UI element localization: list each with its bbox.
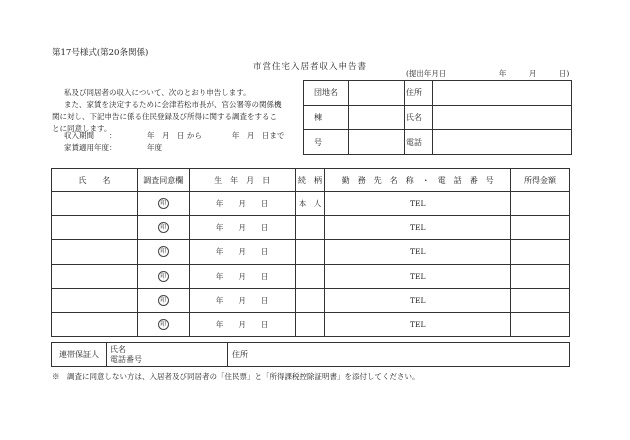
- guarantor-label: 連帯保証人: [52, 343, 107, 367]
- guarantor-table: [51, 342, 570, 367]
- consent-cell[interactable]: [137, 240, 189, 264]
- seal-icon: 印: [158, 271, 169, 282]
- intro-line-3: 関に対し、下記申告に係る住民登録及び所得に関する調査をするこ: [52, 112, 277, 121]
- workplace-cell[interactable]: TEL: [325, 312, 511, 336]
- workplace-cell[interactable]: TEL: [325, 216, 511, 240]
- seal-icon: 印: [158, 246, 169, 257]
- table-row: [52, 240, 570, 264]
- consent-cell[interactable]: [137, 264, 189, 288]
- consent-cell[interactable]: [137, 312, 189, 336]
- income-cell[interactable]: [511, 312, 570, 336]
- birthdate-cell[interactable]: 年 月 日: [189, 216, 295, 240]
- birthdate-cell[interactable]: 年 月 日: [189, 192, 295, 216]
- room-label: 号: [304, 130, 349, 155]
- building-label: 棟: [304, 105, 349, 130]
- income-cell[interactable]: [511, 240, 570, 264]
- form-number: 第17号様式(第20条関係): [52, 48, 149, 58]
- income-cell[interactable]: [511, 216, 570, 240]
- danchi-field[interactable]: [349, 81, 405, 106]
- income-period-value: 年 月 日 から 年 月 日まで: [147, 131, 285, 140]
- address-label: 住所: [405, 81, 433, 106]
- relation-cell[interactable]: [295, 240, 325, 264]
- table-row: [52, 312, 570, 336]
- guarantor-phone-label: 電話番号: [110, 354, 142, 364]
- rent-year-value: 年度: [147, 143, 162, 152]
- workplace-cell[interactable]: TEL: [325, 288, 511, 312]
- member-name-cell[interactable]: [52, 288, 138, 312]
- phone-label: 電話: [405, 130, 433, 155]
- intro-line-2: また、家賃を決定するために会津若松市長が、官公署等の関係機: [64, 100, 282, 109]
- relation-cell[interactable]: [295, 216, 325, 240]
- table-row: [52, 192, 570, 216]
- intro-line-1: 私及び同居者の収入について、次のとおり申告します。: [64, 88, 251, 97]
- member-name-cell[interactable]: [52, 312, 138, 336]
- member-name-cell[interactable]: [52, 216, 138, 240]
- consent-cell[interactable]: [137, 288, 189, 312]
- note: ※ 調査に同意しない方は、入居者及び同居者の「住民票」と「所得課税控除証明書」を添付してください。: [52, 372, 420, 381]
- birthdate-cell[interactable]: 年 月 日: [189, 264, 295, 288]
- birthdate-cell[interactable]: 年 月 日: [189, 288, 295, 312]
- consent-cell[interactable]: [137, 192, 189, 216]
- header-name: 氏 名: [52, 169, 138, 192]
- name-label: 氏名: [405, 105, 433, 130]
- intro-line-4: とに同意します。: [52, 124, 112, 133]
- document-title: 市営住宅入居者収入申告書: [253, 62, 368, 72]
- submission-date: (提出年月日 年 月 日): [406, 69, 570, 78]
- header-income: 所得金額: [511, 169, 570, 192]
- danchi-label: 団地名: [304, 81, 349, 106]
- seal-icon: 印: [158, 319, 169, 330]
- relation-cell[interactable]: [295, 192, 325, 216]
- seal-icon: 印: [158, 222, 169, 233]
- income-cell[interactable]: [511, 288, 570, 312]
- table-row: [52, 264, 570, 288]
- member-name-cell[interactable]: [52, 192, 138, 216]
- header-workplace: 勤 務 先 名 称 ・ 電 話 番 号: [325, 169, 511, 192]
- building-field[interactable]: [349, 105, 405, 130]
- seal-icon: 印: [158, 295, 169, 306]
- workplace-cell[interactable]: TEL: [325, 240, 511, 264]
- birthdate-cell[interactable]: 年 月 日: [189, 312, 295, 336]
- relation-cell[interactable]: [295, 288, 325, 312]
- member-name-cell[interactable]: [52, 240, 138, 264]
- guarantor-address-label: 住所: [228, 343, 570, 367]
- household-table: [51, 168, 570, 337]
- table-row: [52, 288, 570, 312]
- relation-cell[interactable]: [295, 264, 325, 288]
- header-consent: 調査同意欄: [137, 169, 189, 192]
- address-field[interactable]: [433, 81, 572, 106]
- residence-info-table: [303, 80, 572, 155]
- header-relation: 続 柄: [295, 169, 325, 192]
- relation-cell[interactable]: [295, 312, 325, 336]
- name-field[interactable]: [433, 105, 572, 130]
- relation-self: 本 人: [298, 199, 322, 209]
- workplace-cell[interactable]: TEL: [325, 264, 511, 288]
- phone-field[interactable]: [433, 130, 572, 155]
- income-period-label: 収入期間 ：: [64, 131, 117, 140]
- guarantor-name-label: 氏名: [110, 344, 126, 354]
- rent-year-label: 家賃適用年度：: [64, 143, 117, 152]
- income-cell[interactable]: [511, 264, 570, 288]
- workplace-cell[interactable]: TEL: [325, 192, 511, 216]
- member-name-cell[interactable]: [52, 264, 138, 288]
- header-birthdate: 生 年 月 日: [189, 169, 295, 192]
- table-row: [52, 216, 570, 240]
- room-field[interactable]: [349, 130, 405, 155]
- income-cell[interactable]: [511, 192, 570, 216]
- seal-icon: 印: [158, 198, 169, 209]
- birthdate-cell[interactable]: 年 月 日: [189, 240, 295, 264]
- consent-cell[interactable]: [137, 216, 189, 240]
